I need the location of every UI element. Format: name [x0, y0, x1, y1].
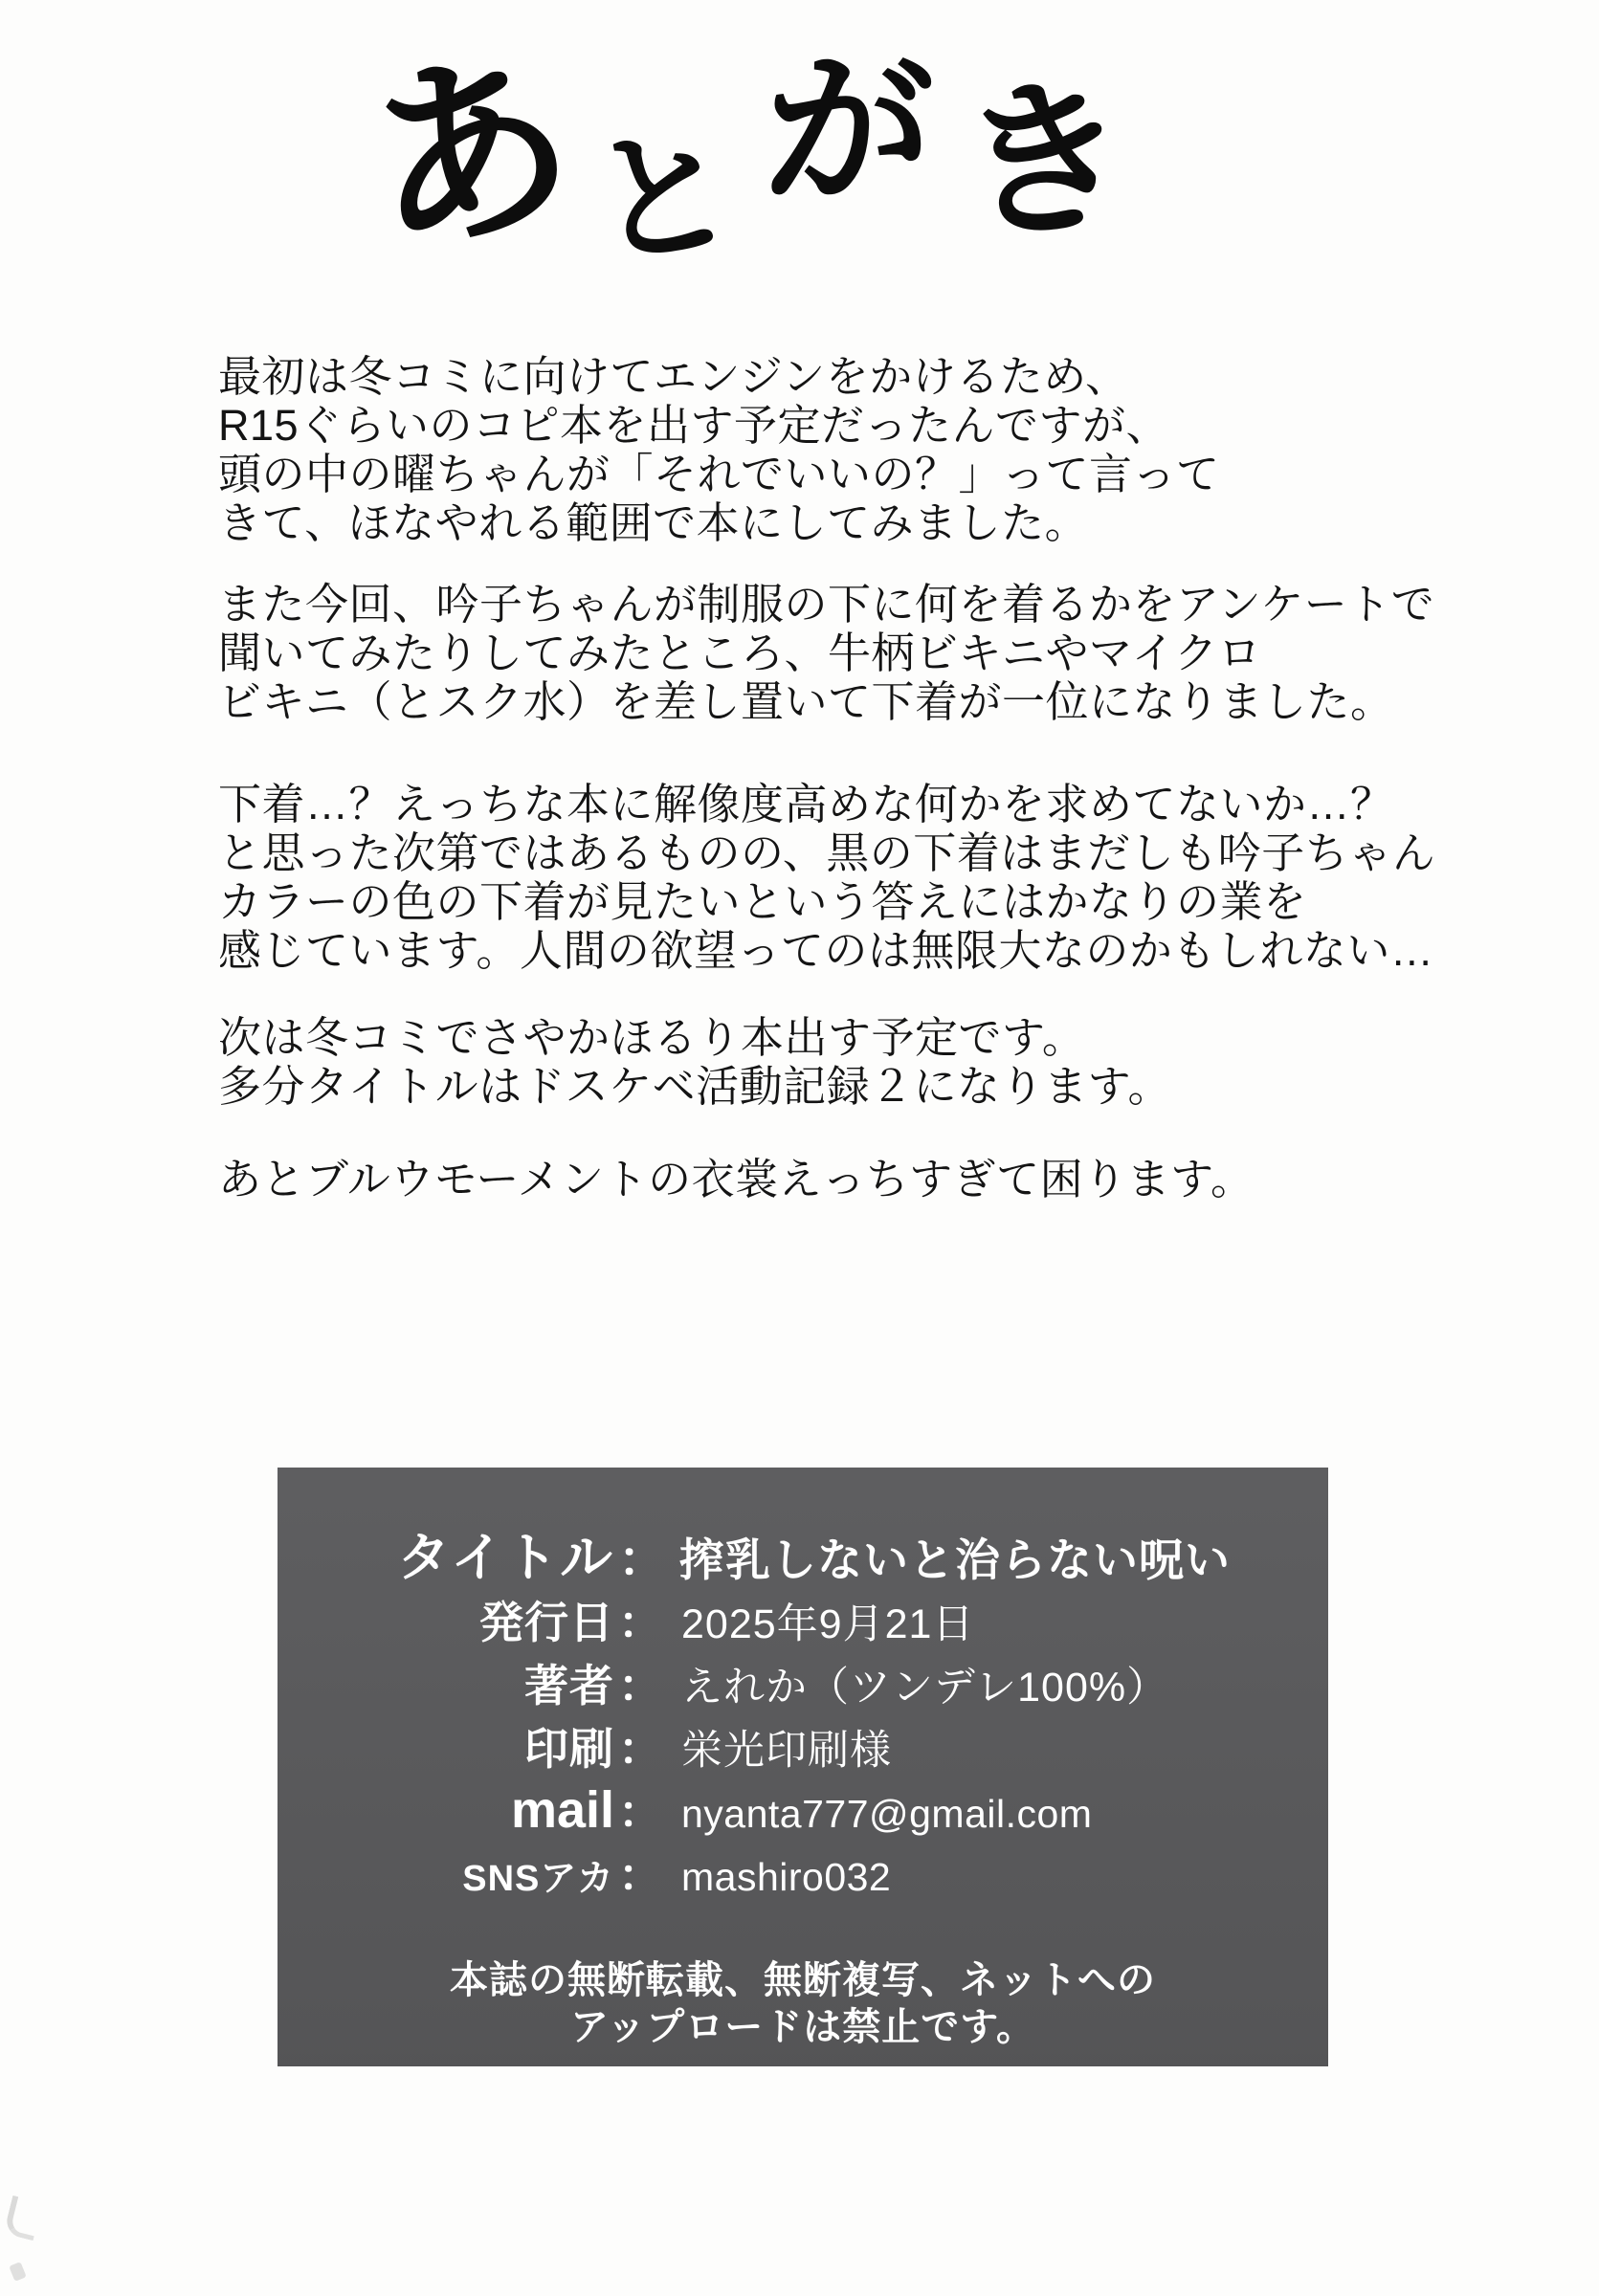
text-line: R15ぐらいのコピ本を出す予定だったんですが、	[218, 401, 1170, 450]
notice-line: 本誌の無断転載、無断複写、ネットへの	[450, 1959, 1156, 2001]
colon-separator: ：	[618, 1533, 666, 1586]
afterword-body	[218, 352, 1491, 1203]
colon-separator: ：	[618, 1598, 662, 1647]
title-char: が	[761, 35, 937, 230]
scan-artifact	[9, 2262, 26, 2282]
text-line: また今回、吟子ちゃんが制服の下に何を着るかをアンケートで	[218, 580, 1435, 629]
copyright-notice	[278, 1957, 1328, 2051]
publish-date-value: 2025年9月21日	[681, 1601, 975, 1647]
publish-date-label: 発行日	[479, 1598, 614, 1647]
text-line: きて、ほなやれる範囲で本にしてみました。	[218, 498, 1089, 547]
mail-value: nyanta777@gmail.com	[681, 1792, 1093, 1836]
text-line: と思った次第ではあるものの、黒の下着はまだしも吟子ちゃん	[218, 828, 1436, 877]
text-line: あとブルウモーメントの衣裳えっちすぎて困ります。	[218, 1155, 1255, 1203]
title-char: と	[582, 109, 744, 286]
text-line: 最初は冬コミに向けてエンジンをかけるため、	[218, 352, 1129, 401]
text-line: 下着…？えっちな本に解像度高めな何かを求めてないか…？	[218, 780, 1394, 828]
colophon-row-author	[278, 1651, 1328, 1714]
mail-label: mail	[510, 1781, 614, 1839]
colophon-row-publish-date	[278, 1588, 1328, 1651]
page-title	[348, 23, 1138, 286]
text-line: 次は冬コミでさやかほるり本出す予定です。	[218, 1013, 1086, 1062]
colophon-row-mail	[278, 1777, 1328, 1841]
sns-account-value: mashiro032	[681, 1855, 892, 1899]
paragraph	[218, 352, 1491, 547]
colon-separator: ：	[618, 1724, 662, 1774]
title-char: き	[952, 60, 1138, 263]
colophon-title-row	[278, 1515, 1328, 1588]
printer-value: 栄光印刷様	[681, 1728, 892, 1774]
scan-artifact	[4, 2196, 43, 2241]
text-line: 頭の中の曜ちゃんが「それでいいの？」って言って	[218, 450, 1220, 498]
text-line: カラーの色の下着が見たいという答えにはかなりの業を	[218, 877, 1307, 926]
title-char: あ	[348, 23, 591, 285]
book-title-value: 搾乳しないと治らない呪い	[679, 1534, 1231, 1585]
text-line: 多分タイトルはドスケベ活動記録２になります。	[218, 1062, 1172, 1111]
sns-account-label: SNSアカ	[462, 1859, 614, 1899]
colophon-row-sns	[278, 1841, 1328, 1904]
text-line: 聞いてみたりしてみたところ、牛柄ビキニやマイクロ	[218, 629, 1262, 677]
colon-separator: ：	[618, 1787, 662, 1837]
printer-label: 印刷	[524, 1724, 614, 1774]
colon-separator: ：	[618, 1850, 662, 1900]
paragraph	[218, 580, 1491, 726]
colophon-title-label: タイトル	[397, 1528, 614, 1587]
text-line: 感じています。人間の欲望ってのは無限大なのかもしれない…	[218, 926, 1434, 975]
colophon-box	[278, 1468, 1328, 2066]
notice-line: アップロードは禁止です。	[570, 2006, 1035, 2048]
paragraph	[218, 1155, 1491, 1203]
paragraph	[218, 1013, 1491, 1111]
colon-separator: ：	[618, 1661, 662, 1711]
text-line: ビキニ（とスク水）を差し置いて下着が一位になりました。	[218, 677, 1394, 726]
paragraph	[218, 780, 1491, 975]
colophon-row-printer	[278, 1714, 1328, 1777]
author-value: えれか（ツンデレ100%）	[681, 1665, 1169, 1711]
author-label: 著者	[524, 1661, 614, 1711]
